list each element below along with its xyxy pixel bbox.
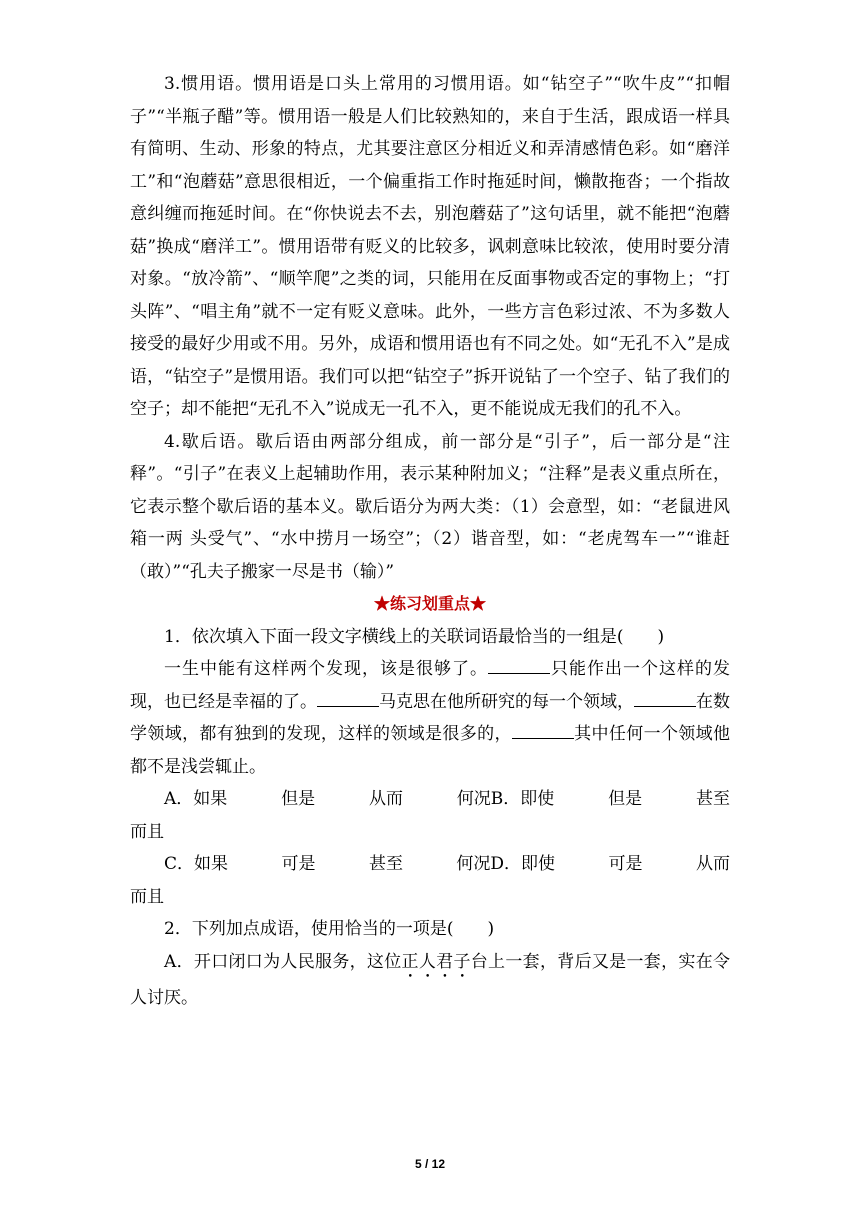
page-number: 5 / 12 — [414, 1157, 446, 1171]
option-text: 何况D．即使 — [456, 854, 556, 874]
fill-blank — [512, 722, 574, 739]
option-text: 可是 — [608, 854, 643, 874]
option-text: 从而 — [696, 854, 730, 874]
option-text: 但是 — [608, 789, 643, 809]
options-row-tail: 而且 — [130, 821, 164, 842]
options-row-tail: 而且 — [130, 886, 164, 907]
option-text: A．如果 — [164, 789, 228, 809]
fill-blank — [634, 690, 696, 707]
option-text: 台上一套，背后又是一套，实在令人讨厌。 — [130, 951, 731, 1008]
passage-segment: 马克思在他所研究的每一个领域， — [379, 691, 634, 712]
option-text: A．开口闭口为人民服务，这位 — [164, 951, 402, 972]
option-text: 甚至 — [696, 789, 730, 809]
option-text: 何况B．即使 — [456, 789, 555, 809]
option-text: 从而 — [368, 789, 403, 809]
options-row — [130, 848, 730, 881]
passage-segment: 一生中能有这样两个发现，该是很够了。 — [164, 659, 488, 679]
option-text: 但是 — [281, 789, 316, 809]
paragraph-idioms-colloquial: 3.惯用语。惯用语是口头上常用的习惯用语。如“钻空子”“吹牛皮”“扣帽子”“半瓶子醋”等。惯用语一般是人们比较熟知的，来自于生活，跟成语一样具有简明、生动、形象的特点，尤其要注意区分相近义和弄清感情色彩。如“磨洋工”和“泡蘑菇”意思很相近，一个偏重指工作时拖延时间，懒散拖沓；一个指故意纠缠而拖延时间。在“你快说去不去，别泡蘑菇了”这句话里，就不能把“泡蘑菇”换成“磨洋工”。惯用语带有贬义的比较多，讽刺意味比较浓，使用时要分清对象。“放冷箭”、“顺竿爬”之类的词，只能用在反面事物或否定的事物上；“打头阵”、“唱主角”就不一定有贬义意味。此外，一些方言色彩过浓、不为多数人接受的最好少用或不用。另外，成语和惯用语也有不同之处。如“无孔不入”是成语，“钻空子”是惯用语。我们可以把“钻空子”拆开说钻了一个空子、钻了我们的空子；却不能把“无孔不入”说成无一孔不入，更不能说成无我们的孔不入。 — [130, 74, 730, 419]
option-text: 可是 — [281, 854, 316, 874]
option-text: 甚至 — [368, 854, 403, 874]
option-text: C．如果 — [164, 854, 229, 874]
passage-segment: 在数学领域，都有独到的发现，这样的领域是很多的， — [130, 691, 730, 744]
question-1-stem: 1．依次填入下面一段文字横线上的关联词语最恰当的一组是( ) — [164, 626, 665, 647]
passage-segment: 其中任何一个领域他都不是浅尝辄止。 — [130, 724, 731, 777]
dotted-idiom: 正人君子 — [401, 951, 471, 972]
options-row — [130, 783, 730, 816]
question-1-options-cd — [130, 848, 730, 913]
fill-blank — [317, 690, 379, 707]
section-heading: ★练习划重点★ — [373, 594, 486, 613]
question-2-stem: 2．下列加点成语，使用恰当的一项是( ) — [164, 919, 495, 939]
question-1-passage — [130, 653, 730, 783]
question-1-options-ab — [130, 783, 730, 848]
paragraph-xiehouyu: 4.歇后语。歇后语由两部分组成，前一部分是“引子”，后一部分是“注释”。“引子”在表义上起辅助作用，表示某种附加义；“注释”是表义重点所在，它表示整个歇后语的基本义。歇后语分为两大类：（1）会意型，如：“老鼠进风箱一两 头受气”、“水中捞月一场空”；（2）谐音型，如：“老虎驾车一”“谁赶（敢）”“孔夫子搬家一尽是书（输）” — [130, 431, 730, 582]
question-2-option-a — [130, 946, 730, 1015]
fill-blank — [488, 657, 550, 674]
page-content — [130, 68, 730, 1014]
passage-segment: 只能作出一个这样的发现，也已经是幸福的了。 — [130, 659, 730, 712]
